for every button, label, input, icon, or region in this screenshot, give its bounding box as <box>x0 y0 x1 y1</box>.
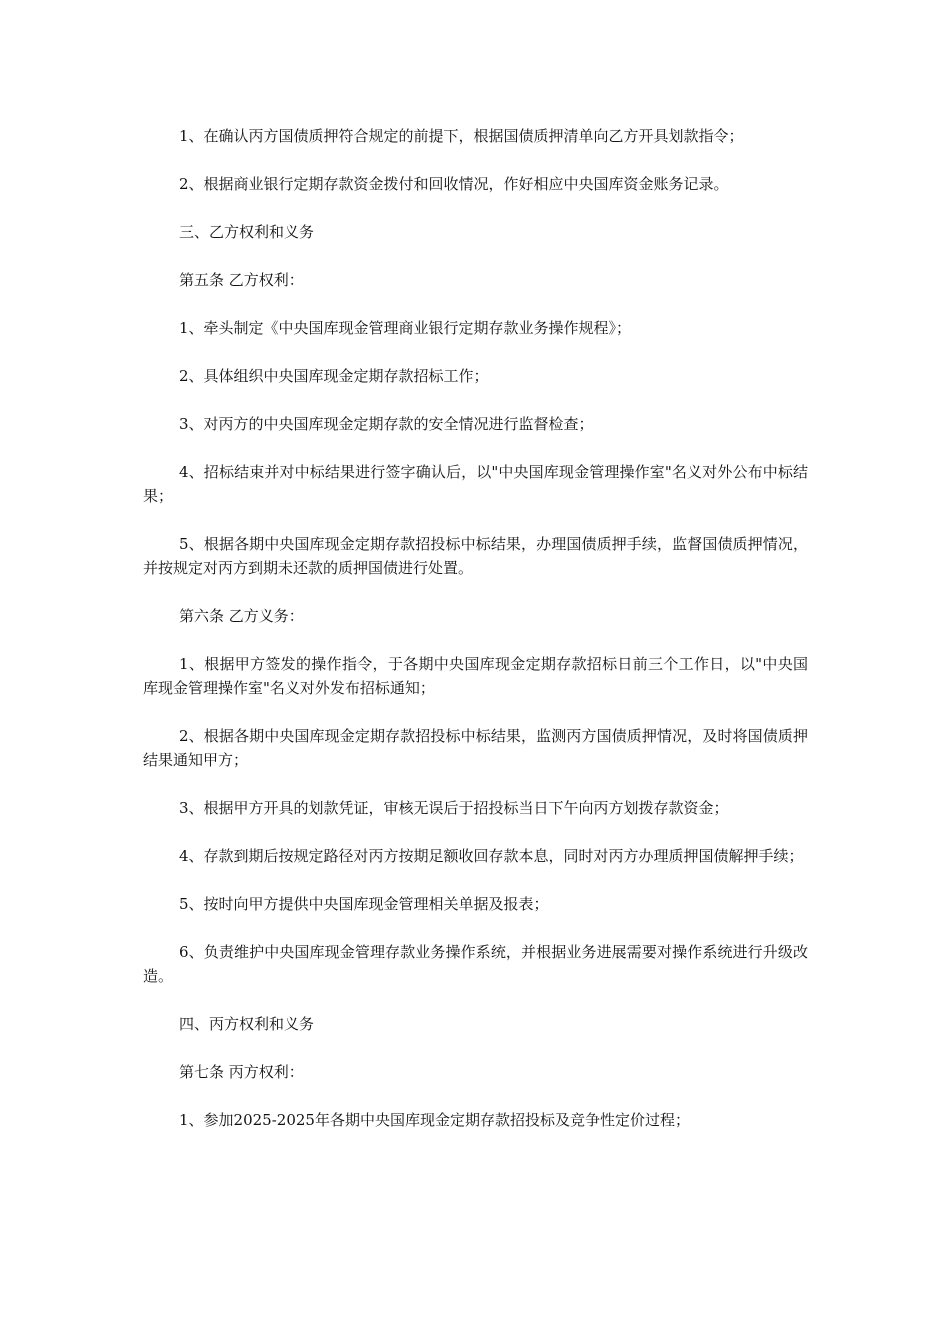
article-6-heading: 第六条 乙方义务： <box>179 607 304 625</box>
paragraph-yi-right-5: 5、根据各期中央国库现金定期存款招投标中标结果，办理国债质押手续，监督国债质押情况，并按规定对丙方到期未还款的质押国债进行处置。 <box>143 535 808 577</box>
paragraph-yi-right-3: 3、对丙方的中央国库现金定期存款的安全情况进行监督检查； <box>179 415 594 433</box>
paragraph-yi-right-4: 4、招标结束并对中标结果进行签字确认后，以"中央国库现金管理操作室"名义对外公布中标结果； <box>143 463 808 505</box>
section-heading-yi: 三、乙方权利和义务 <box>179 223 315 241</box>
document-body <box>143 124 808 1156</box>
paragraph-jia-obligation-2: 2、根据商业银行定期存款资金拨付和回收情况，作好相应中央国库资金账务记录。 <box>179 175 729 193</box>
paragraph-yi-obligation-2: 2、根据各期中央国库现金定期存款招投标中标结果，监测丙方国债质押情况，及时将国债质押结果通知甲方； <box>143 727 808 769</box>
paragraph-yi-obligation-1: 1、根据甲方签发的操作指令，于各期中央国库现金定期存款招标日前三个工作日，以"中央国库现金管理操作室"名义对外发布招标通知； <box>143 655 808 697</box>
paragraph-bing-right-1: 1、参加2025-2025年各期中央国库现金定期存款招投标及竞争性定价过程； <box>179 1111 690 1129</box>
paragraph-yi-obligation-3: 3、根据甲方开具的划款凭证，审核无误后于招投标当日下午向丙方划拨存款资金； <box>179 799 729 817</box>
section-heading-bing: 四、丙方权利和义务 <box>179 1015 315 1033</box>
paragraph-yi-obligation-5: 5、按时向甲方提供中央国库现金管理相关单据及报表； <box>179 895 549 913</box>
article-5-heading: 第五条 乙方权利： <box>179 271 304 289</box>
article-7-heading: 第七条 丙方权利： <box>179 1063 304 1081</box>
paragraph-jia-obligation-1: 1、在确认丙方国债质押符合规定的前提下，根据国债质押清单向乙方开具划款指令； <box>179 127 744 145</box>
paragraph-yi-right-1: 1、牵头制定《中央国库现金管理商业银行定期存款业务操作规程》； <box>179 319 632 337</box>
paragraph-yi-obligation-6: 6、负责维护中央国库现金管理存款业务操作系统，并根据业务进展需要对操作系统进行升级改造。 <box>143 943 808 985</box>
paragraph-yi-obligation-4: 4、存款到期后按规定路径对丙方按期足额收回存款本息，同时对丙方办理质押国债解押手续； <box>179 847 804 865</box>
paragraph-yi-right-2: 2、具体组织中央国库现金定期存款招标工作； <box>179 367 489 385</box>
